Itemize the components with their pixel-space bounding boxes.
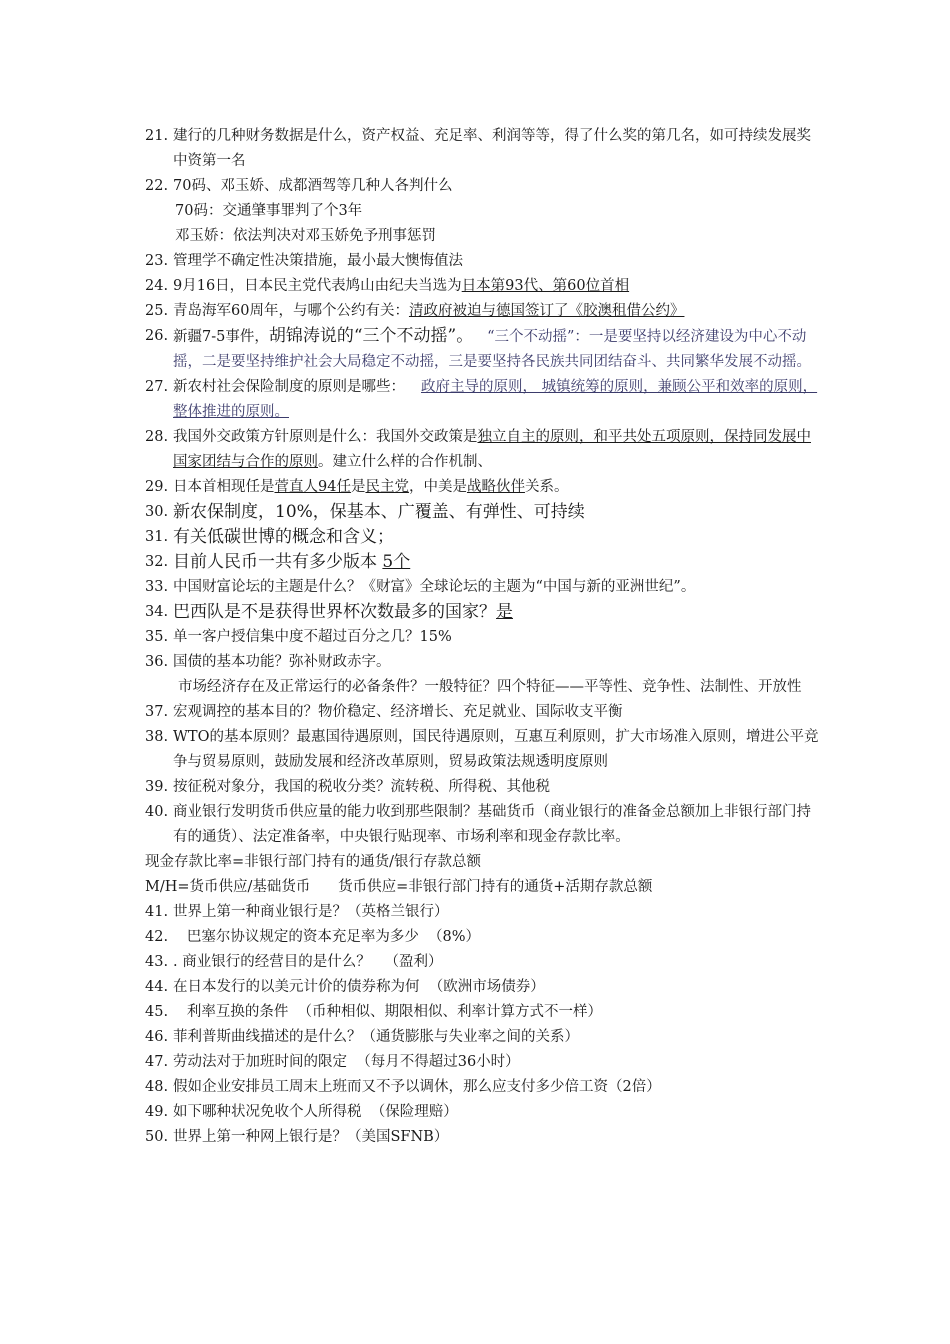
sub-answer-line: 70码：交通肇事罪判了个3年 [175, 203, 363, 219]
item-number: 47. [145, 1054, 169, 1070]
item-number: 29. [145, 479, 169, 495]
list-item [145, 1075, 825, 1100]
list-item [145, 625, 825, 650]
question-text: 新疆7-5事件， [173, 329, 269, 345]
item-text: 70码、邓玉娇、成都酒驾等几种人各判什么 [173, 178, 453, 194]
list-item [145, 725, 825, 775]
underlined-answer: 菅直人94任 [274, 479, 351, 495]
item-text [173, 600, 825, 625]
item-text: 按征税对象分，我国的税收分类？流转税、所得税、其他税 [173, 779, 550, 795]
item-number: 49. [145, 1104, 169, 1120]
list-item [145, 575, 825, 600]
question-text: 我国外交政策方针原则是什么：我国外交政策是 [173, 429, 478, 445]
item-number: 42. [145, 929, 169, 945]
question-text: 目前人民币一共有多少版本 [173, 552, 383, 572]
item-number: 30. [145, 504, 169, 520]
question-text: ，中美是 [408, 479, 467, 495]
list-item [145, 550, 825, 575]
item-number: 22. [145, 178, 169, 194]
item-text [173, 425, 825, 475]
item-number: 36. [145, 654, 169, 670]
item-text: 国债的基本功能？弥补财政赤字。 [173, 654, 391, 670]
item-number: 38. [145, 729, 169, 745]
list-item [145, 1025, 825, 1050]
item-number: 35. [145, 629, 169, 645]
item-number: 41. [145, 904, 169, 920]
item-number: 34. [145, 604, 169, 620]
list-item [145, 124, 825, 174]
underlined-answer: 民主党 [365, 479, 409, 495]
item-number: 24. [145, 278, 169, 294]
underlined-answer: 是 [496, 602, 513, 622]
item-number: 45. [145, 1004, 169, 1020]
item-number: 39. [145, 779, 169, 795]
item-number: 21. [145, 128, 169, 144]
list-item [145, 975, 825, 1000]
item-text: 劳动法对于加班时间的限定 （每月不得超过36小时） [173, 1054, 520, 1070]
sub-answer-line: 邓玉娇：依法判决对邓玉娇免予刑事惩罚 [175, 228, 436, 244]
underlined-answer: 清政府被迫与德国签订了《胶澳租借公约》 [408, 303, 685, 319]
list-item [145, 475, 825, 500]
item-text: 如下哪种状况免收个人所得税 （保险理赔） [173, 1104, 458, 1120]
item-text: 中国财富论坛的主题是什么？《财富》全球论坛的主题为“中国与新的亚洲世纪”。 [173, 579, 696, 595]
item-text: 世界上第一种商业银行是？（英格兰银行） [173, 904, 449, 920]
question-text: 关系。 [524, 479, 569, 495]
list-item [145, 299, 825, 324]
item-text: 利率互换的条件 （币种相似、期限相似、利率计算方式不一样） [173, 1004, 603, 1020]
question-text: 新农村社会保险制度的原则是哪些： [173, 379, 405, 395]
item-number: 23. [145, 253, 169, 269]
item-number: 28. [145, 429, 169, 445]
underlined-answer: 5个 [382, 552, 411, 572]
list-item [145, 1100, 825, 1125]
item-text: 商业银行发明货币供应量的能力收到那些限制？基础货币（商业银行的准备金总额加上非银行部门持有的通货）、法定准备率，中央银行贴现率、市场利率和现金存款比率。 [173, 804, 811, 845]
item-number: 40. [145, 804, 169, 820]
item-number: 26. [145, 328, 169, 344]
question-text-suffix: 。建立什么样的合作机制、 [318, 454, 492, 470]
item-text: 新农保制度，10%，保基本、广覆盖、有弹性、可持续 [173, 502, 585, 522]
list-item [145, 600, 825, 625]
item-text: 有关低碳世博的概念和含义； [173, 527, 394, 547]
item-text: 菲利普斯曲线描述的是什么？（通货膨胀与失业率之间的关系） [173, 1029, 579, 1045]
list-item [145, 1125, 825, 1150]
question-lead: 胡锦涛说的“三个不动摇”。 [268, 326, 474, 346]
item-text [173, 324, 825, 375]
item-number: 31. [145, 529, 169, 545]
question-text: 巴西队是不是获得世界杯次数最多的国家？ [173, 602, 496, 622]
list-item [145, 375, 825, 425]
list-item [145, 1000, 825, 1025]
underlined-answer: 战略伙伴 [466, 479, 525, 495]
list-item [145, 775, 825, 800]
item-text [173, 274, 825, 299]
answer-detail: “三个不动摇”：一是要坚持以经济建设为中心不动摇，二是要坚持维护社会大局稳定不动摇，三是要坚持各民族共同团结奋斗、共同繁华发展不动摇。 [173, 329, 811, 370]
item-text: 世界上第一种网上银行是？（美国SFNB） [173, 1129, 449, 1145]
item-text [173, 299, 825, 324]
item-text [173, 550, 825, 575]
item-number: 27. [145, 379, 169, 395]
list-item [145, 1050, 825, 1075]
note-line: M/H=货币供应/基础货币 货币供应=非银行部门持有的通货+活期存款总额 [145, 879, 653, 895]
list-item [145, 249, 825, 274]
list-item [145, 274, 825, 299]
item-number: 43. [145, 954, 169, 970]
list-item [145, 500, 825, 525]
item-number: 33. [145, 579, 169, 595]
item-text [173, 375, 825, 425]
item-number: 32. [145, 554, 169, 570]
list-item [145, 174, 825, 199]
item-text: 单一客户授信集中度不超过百分之几？15% [173, 629, 452, 645]
list-item [145, 425, 825, 475]
item-number: 44. [145, 979, 169, 995]
item-text: 巴塞尔协议规定的资本充足率为多少 （8%） [173, 929, 481, 945]
item-text: . 商业银行的经营目的是什么？ （盈利） [173, 954, 443, 970]
question-text: 是 [350, 479, 366, 495]
list-item [145, 800, 825, 850]
underlined-answer: 日本第93代、第60位首相 [461, 278, 630, 294]
question-text: 青岛海军60周年，与哪个公约有关： [173, 303, 409, 319]
question-list [145, 124, 825, 1150]
item-number: 37. [145, 704, 169, 720]
item-text: 假如企业安排员工周末上班而又不予以调休，那么应支付多少倍工资（2倍） [173, 1079, 661, 1095]
list-item [145, 525, 825, 550]
list-item [145, 700, 825, 725]
item-number: 50. [145, 1129, 169, 1145]
item-text [173, 475, 825, 500]
item-text: 建行的几种财务数据是什么，资产权益、充足率、利润等等，得了什么奖的第几名，如可持续发展奖中资第一名 [173, 128, 811, 169]
sub-answer-line: 市场经济存在及正常运行的必备条件？一般特征？四个特征——平等性、竞争性、法制性、开放性 [178, 679, 802, 695]
question-text: 9月16日，日本民主党代表鸠山由纪夫当选为 [173, 278, 462, 294]
underlined-answer: 独立自主的原则，和平共处五项原则，保持同发展中国家团结与合作的原则 [173, 429, 811, 470]
item-number: 48. [145, 1079, 169, 1095]
item-number: 46. [145, 1029, 169, 1045]
item-text: 管理学不确定性决策措施，最小最大懊悔值法 [173, 253, 463, 269]
underlined-answer: 政府主导的原则， 城镇统筹的原则，兼顾公平和效率的原则， 整体推进的原则。 [173, 379, 818, 420]
note-line: 现金存款比率=非银行部门持有的通货/银行存款总额 [145, 854, 482, 870]
list-item [145, 925, 825, 950]
list-item [145, 324, 825, 375]
item-number: 25. [145, 303, 169, 319]
item-text: 宏观调控的基本目的？物价稳定、经济增长、充足就业、国际收支平衡 [173, 704, 623, 720]
list-item [145, 900, 825, 925]
list-item [145, 950, 825, 975]
item-text: 在日本发行的以美元计价的债券称为何 （欧洲市场债券） [173, 979, 545, 995]
item-text: WTO的基本原则？最惠国待遇原则，国民待遇原则，互惠互利原则，扩大市场准入原则，增进公平竞争与贸易原则，鼓励发展和经济改革原则，贸易政策法规透明度原则 [173, 729, 819, 770]
list-item [145, 650, 825, 675]
question-text: 日本首相现任是 [173, 479, 275, 495]
